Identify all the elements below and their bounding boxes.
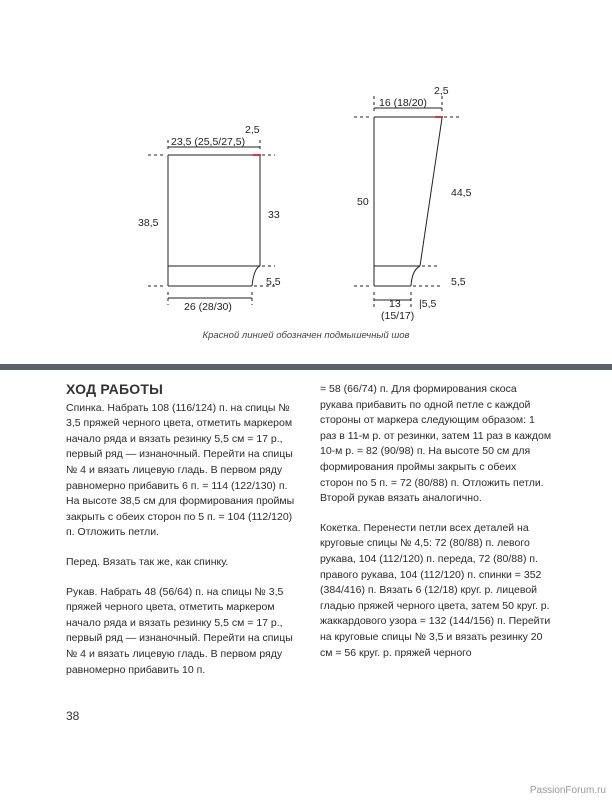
sleeve-bottom-width-label: 13 <box>389 298 401 310</box>
sleeve-top-width-label: 16 (18/20) <box>379 97 427 109</box>
paragraph-sleeve-continued: = 58 (66/74) п. Для формирования скоса рукава прибавить по одной петле с каждой стороны от маркера следующим образом: 1 раз в 11-м р. от резинки, затем 11 раз в каждом 10-м р. = 82 (90/98) п. На высоте 50 см для формирования проймы закрыть с обеих сторон по 5 п. = 72 (80/88) п. Отложить петли. Второй рукав вязать аналогично. <box>320 383 552 505</box>
sleeve-total-height-label: 50 <box>357 196 369 208</box>
paragraph-back: Спинка. Набрать 108 (116/124) п. на спицы № 3,5 пряжей черного цвета, отметить маркером начало ряда и вязать резинку 5,5 см = 17 р., первый ряд — изнаночный. Перейти на спицы № 4 и вязать лицевую гладь. В первом ряду равномерно прибавить 6 п. = 114 (122/130) п. На высоте 38,5 см для формирования проймы закрыть с обеих сторон по 5 п. = 104 (112/120) п. Отложить петли. <box>66 401 295 539</box>
sleeve-bottom-rib-label: |5,5 <box>419 298 437 310</box>
paragraph-sleeve: Рукав. Набрать 48 (56/64) п. на спицы № 3,5 пряжей черного цвета, отметить маркером начало ряда и вязать резинку 5,5 см = 17 р., первый ряд — изнаночный. Перейти на спицы № 4 и вязать лицевую гладь. В первом ряду равномерно прибавить 10 п. <box>66 585 293 676</box>
back-bottom-width-label: 26 (28/30) <box>184 301 232 313</box>
section-divider-band <box>0 364 612 370</box>
text-column-left <box>66 382 298 692</box>
schematic-drawing <box>0 0 612 365</box>
schematic-diagram <box>0 0 612 365</box>
sleeve-shoulder-label: 2,5 <box>434 85 449 97</box>
back-top-width-label: 23,5 (25,5/27,5) <box>171 136 246 148</box>
back-side-height-label: 33 <box>268 209 280 221</box>
sleeve-bottom-rib-value: 5,5 <box>421 298 437 310</box>
sleeve-slant-length-label: 44,5 <box>451 187 472 199</box>
section-title: ХОД РАБОТЫ <box>66 381 163 397</box>
page-number: 38 <box>66 709 80 723</box>
back-dimension-lines <box>148 140 275 305</box>
diagram-caption: Красной линией обозначен подмышечный шов <box>202 330 410 341</box>
paragraph-front: Перед. Вязать так же, как спинку. <box>66 555 229 568</box>
sleeve-bottom-width-sizes-label: (15/17) <box>381 310 415 322</box>
back-total-height-label: 38,5 <box>138 217 159 229</box>
paragraph-yoke: Кокетка. Перенести петли всех деталей на круговые спицы № 4,5: 72 (80/88) п. левого рукава, 104 (112/120) п. переда, 72 (80/88) п. правого рукава, 104 (112/120) п. спинки = 352 (384/416) п. Вязать 6 (12/18) круг. р. лицевой гладью пряжей черного цвета, затем 50 круг. р. жаккардового узора = 132 (144/156) п. Перейти на круговые спицы № 3,5 и вязать резинку 20 см = 56 круг. р. пряжей черного <box>320 521 551 659</box>
back-rib-height-label: 5,5 <box>266 276 281 288</box>
back-piece-outline <box>168 155 260 286</box>
sleeve-dimension-lines <box>354 96 460 308</box>
sleeve-piece-outline <box>374 117 442 286</box>
text-column-right <box>320 382 552 675</box>
watermark: PassionForum.ru <box>529 785 606 796</box>
sleeve-rib-height-label: 5,5 <box>451 276 466 288</box>
back-shoulder-label: 2,5 <box>245 124 260 136</box>
